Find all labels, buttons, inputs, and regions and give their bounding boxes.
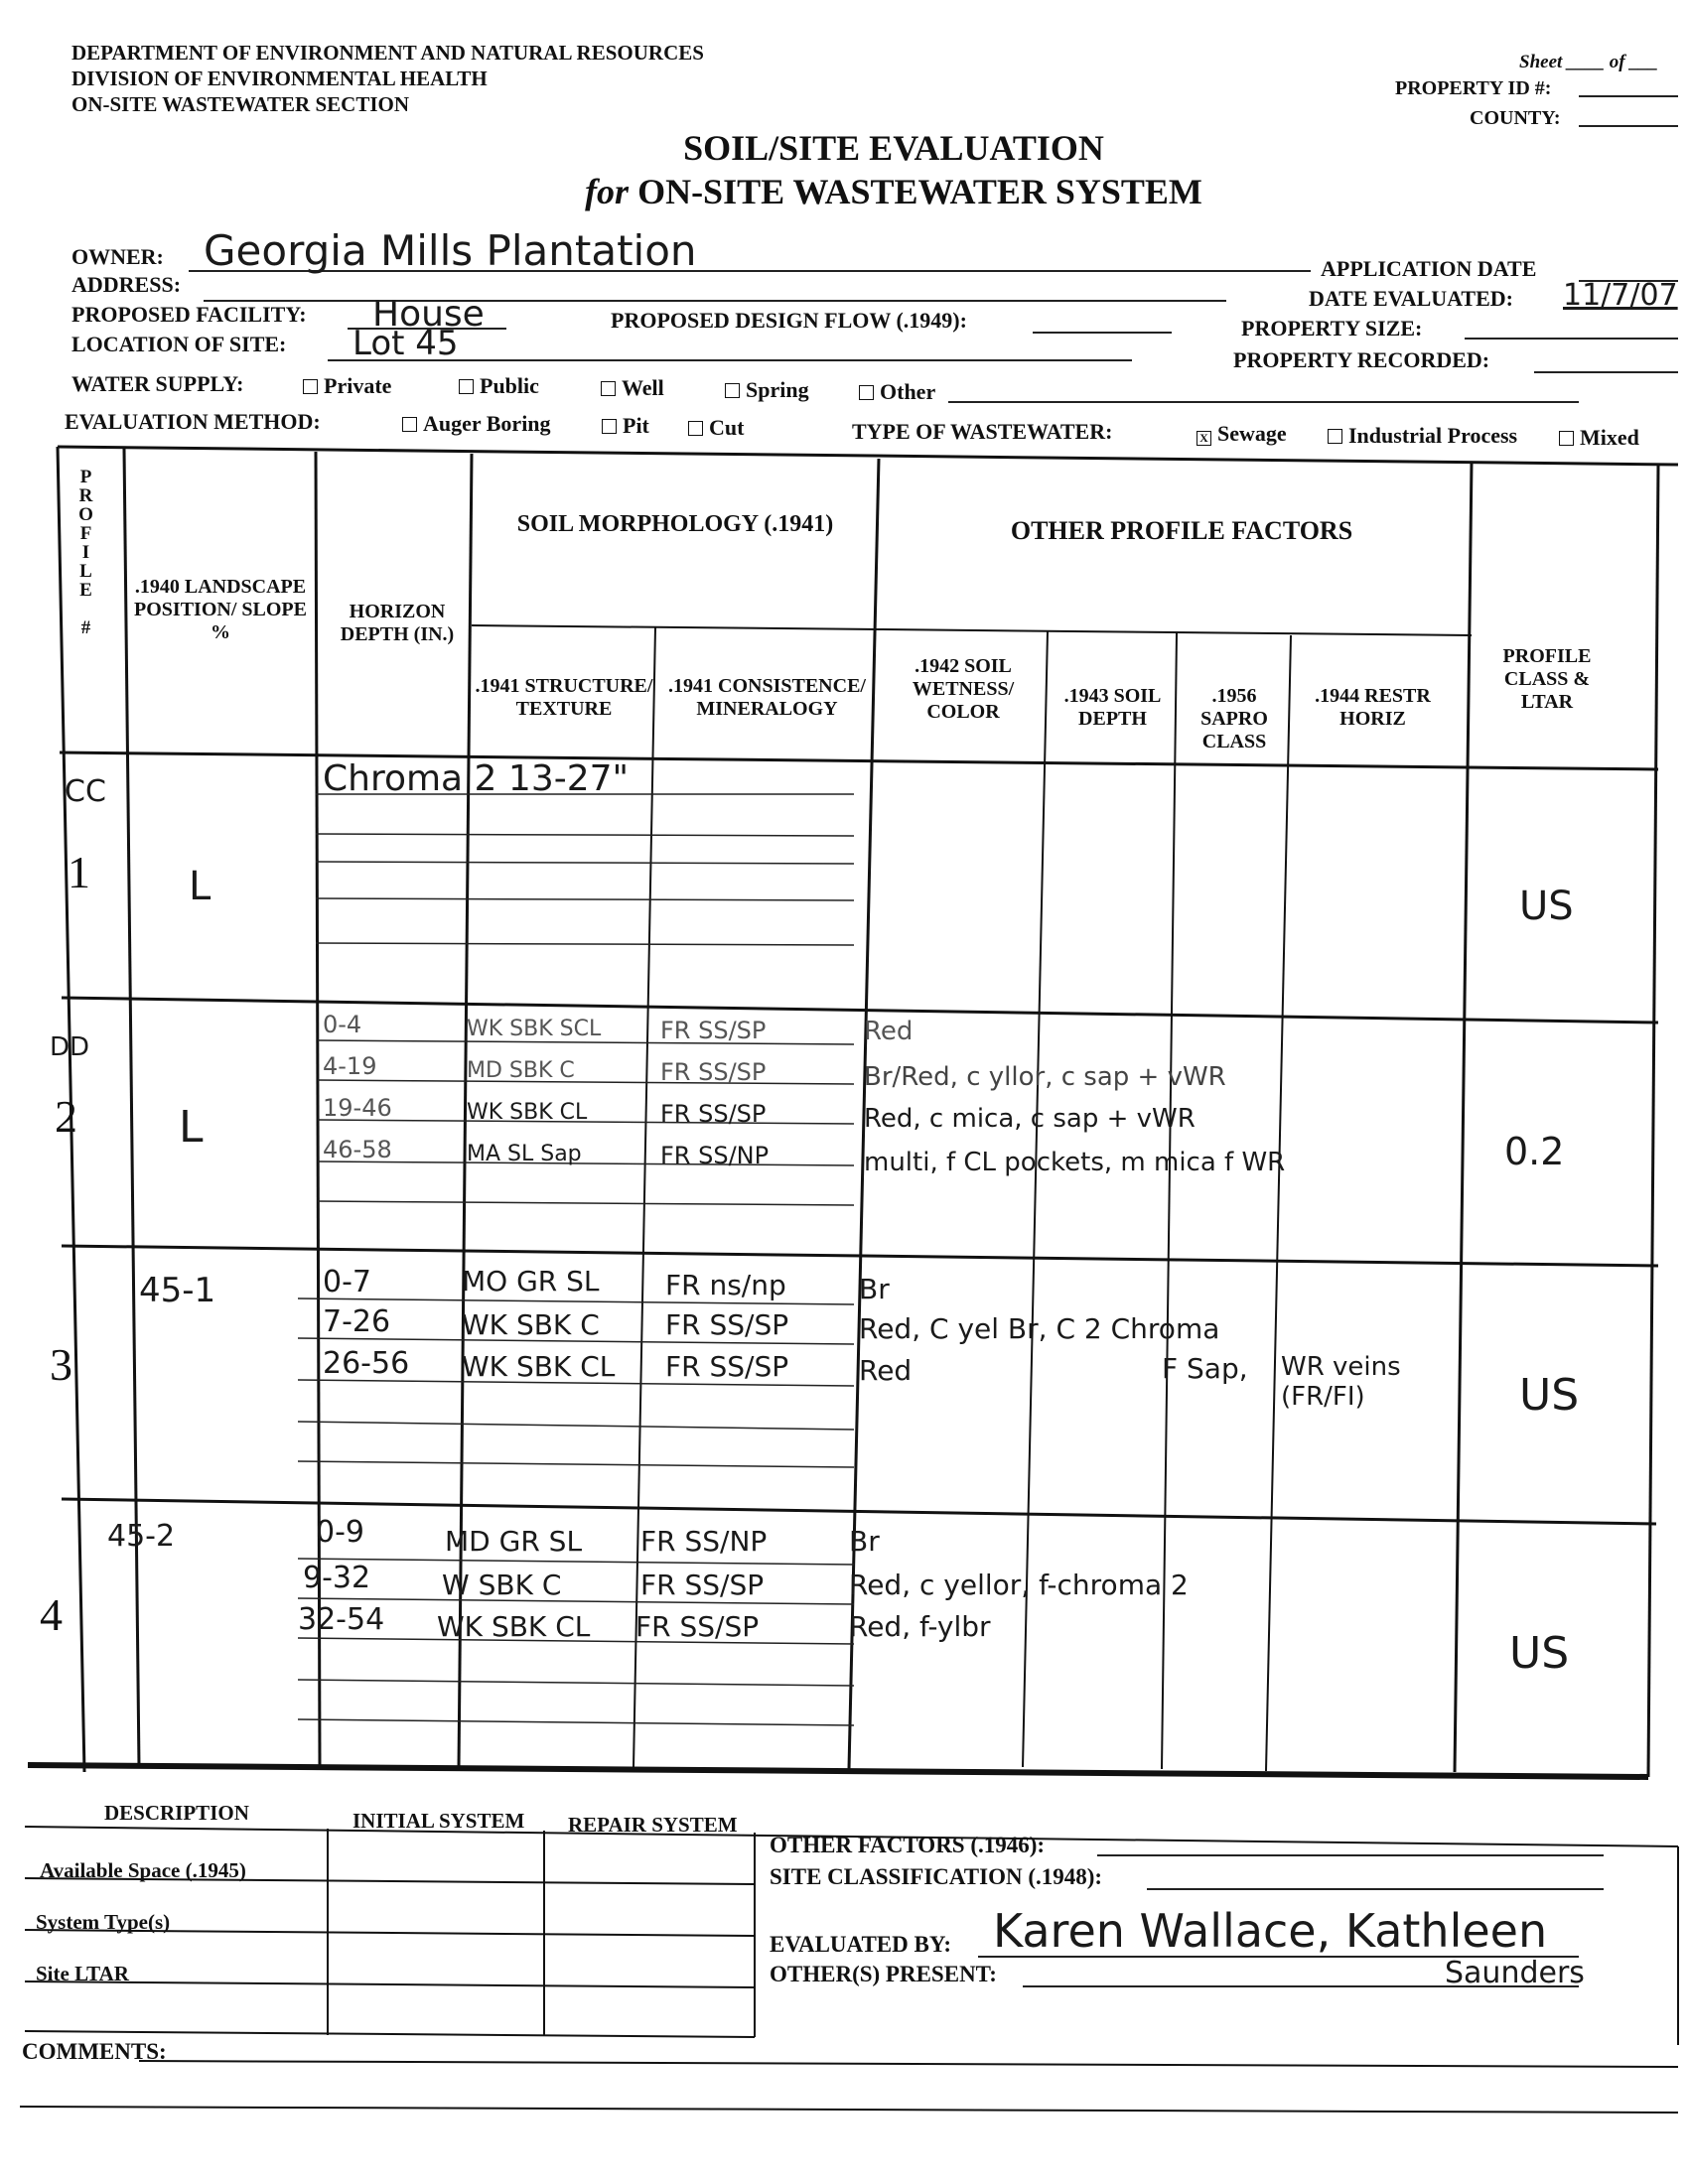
profile-3-sapro-3[interactable]: F Sap, (1162, 1352, 1248, 1385)
profile-2-depth-1[interactable]: 0-4 (323, 1011, 362, 1038)
profile-3-wet-3[interactable]: Red (859, 1354, 913, 1387)
profile-3-wet-1[interactable]: Br (859, 1273, 890, 1305)
bottom-site-ltar: Site LTAR (36, 1962, 129, 1985)
profile-3-consist-1[interactable]: FR ns/np (665, 1269, 786, 1301)
others-present-value[interactable]: Saunders (1445, 1956, 1585, 1990)
wastewater-mixed[interactable]: Mixed (1559, 425, 1639, 451)
profile-2-consist-1[interactable]: FR SS/SP (660, 1017, 767, 1044)
header-profile: PROFILE # (75, 467, 96, 636)
profile-2-wet-4[interactable]: multi, f CL pockets, m mica f WR (864, 1148, 1286, 1177)
evaluated-by-label: EVALUATED BY: (770, 1932, 951, 1957)
profile-2-structure-2[interactable]: MD SBK C (467, 1058, 575, 1083)
header-structure: .1941 STRUCTURE/ TEXTURE (475, 675, 653, 720)
application-date-label: APPLICATION DATE (1321, 256, 1537, 281)
eval-cut[interactable]: Cut (688, 415, 744, 441)
division-name: DIVISION OF ENVIRONMENTAL HEALTH (71, 67, 488, 90)
eval-method-label: EVALUATION METHOD: (65, 409, 321, 434)
profile-4-structure-2[interactable]: W SBK C (442, 1569, 562, 1601)
profile-2-structure-3[interactable]: WK SBK CL (467, 1100, 588, 1125)
wastewater-label: TYPE OF WASTEWATER: (852, 419, 1113, 444)
profile-1-note[interactable]: Chroma 2 13-27" (323, 758, 630, 799)
profile-4-class[interactable]: US (1509, 1628, 1570, 1679)
profile-3-consist-2[interactable]: FR SS/SP (665, 1308, 789, 1341)
header-horizon: HORIZON DEPTH (IN.) (340, 601, 455, 645)
other-factors-line[interactable] (1097, 1854, 1604, 1856)
header-restr: .1944 RESTR HORIZ (1315, 685, 1431, 730)
eval-auger[interactable]: Auger Boring (402, 411, 551, 437)
profile-2-number: 2 (55, 1091, 77, 1142)
checkbox-sewage[interactable]: X (1196, 431, 1211, 446)
profile-2-tag: DD (50, 1032, 90, 1062)
property-id-label: PROPERTY ID #: (1395, 77, 1552, 99)
bottom-description-header: DESCRIPTION (104, 1801, 249, 1825)
profile-2-landscape[interactable]: L (179, 1102, 204, 1153)
profile-2-wet-1[interactable]: Red (864, 1017, 914, 1046)
profile-3-wet-2[interactable]: Red, C yel Br, C 2 Chroma (859, 1312, 1220, 1345)
profile-4-consist-2[interactable]: FR SS/SP (640, 1569, 765, 1601)
header-wetness: .1942 SOIL WETNESS/ COLOR (912, 655, 1015, 723)
dept-name: DEPARTMENT OF ENVIRONMENT AND NATURAL RESOURCES (71, 41, 704, 65)
facility-value[interactable]: House (372, 294, 485, 335)
profile-1-number: 1 (68, 847, 90, 897)
profile-3-number: 3 (50, 1339, 72, 1390)
profile-1-landscape[interactable]: L (189, 864, 211, 909)
design-flow-label: PROPOSED DESIGN FLOW (.1949): (611, 308, 967, 333)
water-private[interactable]: Private (303, 373, 391, 399)
profile-4-wet-1[interactable]: Br (849, 1525, 880, 1558)
profile-4-structure-1[interactable]: MD GR SL (445, 1525, 583, 1558)
profile-3-consist-3[interactable]: FR SS/SP (665, 1350, 789, 1383)
owner-value[interactable]: Georgia Mills Plantation (204, 226, 697, 275)
date-evaluated-label: DATE EVALUATED: (1309, 286, 1513, 311)
date-evaluated-value[interactable]: 11/7/07 (1563, 278, 1678, 313)
others-present-label: OTHER(S) PRESENT: (770, 1962, 997, 1986)
profile-2-depth-3[interactable]: 19-46 (323, 1094, 392, 1122)
eval-pit[interactable]: Pit (602, 413, 649, 439)
profile-3-depth-3[interactable]: 26-56 (323, 1346, 410, 1381)
profile-3-depth-1[interactable]: 0-7 (323, 1265, 371, 1299)
profile-2-wet-3[interactable]: Red, c mica, c sap + vWR (864, 1104, 1196, 1134)
county-label: COUNTY: (1470, 107, 1561, 129)
profile-2-consist-2[interactable]: FR SS/SP (660, 1058, 767, 1086)
profile-4-depth-3[interactable]: 32-54 (298, 1602, 385, 1637)
location-value[interactable]: Lot 45 (352, 324, 459, 363)
profile-4-depth-1[interactable]: 0-9 (316, 1515, 364, 1550)
water-supply-label: WATER SUPPLY: (71, 371, 244, 396)
bottom-initial-header: INITIAL SYSTEM (352, 1809, 525, 1833)
profile-4-structure-3[interactable]: WK SBK CL (437, 1610, 591, 1643)
water-public[interactable]: Public (459, 373, 539, 399)
profile-4-landscape[interactable]: 45-2 (107, 1519, 176, 1554)
profile-3-landscape[interactable]: 45-1 (139, 1271, 216, 1310)
property-recorded-label: PROPERTY RECORDED: (1233, 347, 1490, 372)
water-well[interactable]: Well (601, 375, 664, 401)
other-factors-label: OTHER FACTORS (.1946): (770, 1833, 1046, 1857)
form-title: SOIL/SITE EVALUATION (683, 128, 1104, 168)
site-classification-line[interactable] (1147, 1888, 1604, 1890)
location-label: LOCATION OF SITE: (71, 332, 287, 356)
profile-2-depth-2[interactable]: 4-19 (323, 1052, 377, 1080)
bottom-system-type: System Type(s) (36, 1910, 171, 1934)
header-other-factors: OTHER PROFILE FACTORS (1010, 516, 1353, 545)
wastewater-industrial[interactable]: Industrial Process (1328, 423, 1517, 449)
profile-4-wet-2[interactable]: Red, c yellor, f-chroma 2 (849, 1569, 1189, 1601)
sheet-label: Sheet ____ of ___ (1519, 52, 1658, 72)
water-other[interactable]: Other (859, 379, 935, 405)
header-sapro: .1956 SAPRO CLASS (1200, 685, 1268, 752)
facility-label: PROPOSED FACILITY: (71, 302, 307, 327)
comments-label: COMMENTS: (22, 2039, 167, 2064)
evaluated-by-value[interactable]: Karen Wallace, Kathleen (993, 1904, 1548, 1958)
profile-4-consist-3[interactable]: FR SS/SP (635, 1610, 760, 1643)
profile-2-depth-4[interactable]: 46-58 (323, 1136, 392, 1163)
header-landscape: .1940 LANDSCAPE POSITION/ SLOPE % (134, 576, 307, 643)
property-size-label: PROPERTY SIZE: (1241, 316, 1423, 341)
profile-4-depth-2[interactable]: 9-32 (303, 1561, 371, 1595)
wastewater-sewage[interactable]: X Sewage (1196, 421, 1287, 447)
owner-label: OWNER: (71, 244, 164, 269)
bottom-available-space: Available Space (.1945) (40, 1858, 246, 1882)
profile-3-class[interactable]: US (1519, 1370, 1580, 1421)
profile-2-structure-4[interactable]: MA SL Sap (467, 1142, 582, 1166)
header-soil-depth: .1943 SOIL DEPTH (1063, 685, 1162, 730)
profile-3-structure-3[interactable]: WK SBK CL (462, 1350, 616, 1383)
profile-2-class[interactable]: 0.2 (1504, 1130, 1565, 1173)
profile-3-restr-3[interactable]: WR veins (FR/FI) (1281, 1352, 1401, 1412)
header-profile-class: PROFILE CLASS & LTAR (1502, 645, 1592, 713)
profile-2-structure-1[interactable]: WK SBK SCL (467, 1017, 602, 1041)
header-soil-morphology: SOIL MORPHOLOGY (.1941) (516, 511, 834, 537)
profile-4-consist-1[interactable]: FR SS/NP (640, 1525, 768, 1558)
profile-3-depth-2[interactable]: 7-26 (323, 1304, 391, 1339)
section-name: ON-SITE WASTEWATER SECTION (71, 92, 409, 116)
profile-2-wet-2[interactable]: Br/Red, c yllor, c sap + vWR (864, 1062, 1226, 1092)
profile-3-structure-2[interactable]: WK SBK C (462, 1308, 600, 1341)
water-spring[interactable]: Spring (725, 377, 809, 403)
address-label: ADDRESS: (71, 272, 182, 297)
profile-4-number: 4 (40, 1589, 63, 1640)
profile-2-consist-4[interactable]: FR SS/NP (660, 1142, 770, 1169)
header-consistence: .1941 CONSISTENCE/ MINERALOGY (668, 675, 866, 720)
bottom-repair-header: REPAIR SYSTEM (568, 1813, 738, 1837)
profile-3-structure-1[interactable]: MO GR SL (462, 1265, 600, 1297)
site-classification-label: SITE CLASSIFICATION (.1948): (770, 1864, 1103, 1889)
profile-4-wet-3[interactable]: Red, f-ylbr (849, 1610, 991, 1643)
profile-1-tag: CC (65, 774, 106, 809)
profile-2-consist-3[interactable]: FR SS/SP (660, 1100, 767, 1128)
profile-1-class[interactable]: US (1519, 884, 1574, 929)
form-subtitle: for ON-SITE WASTEWATER SYSTEM (585, 172, 1202, 211)
